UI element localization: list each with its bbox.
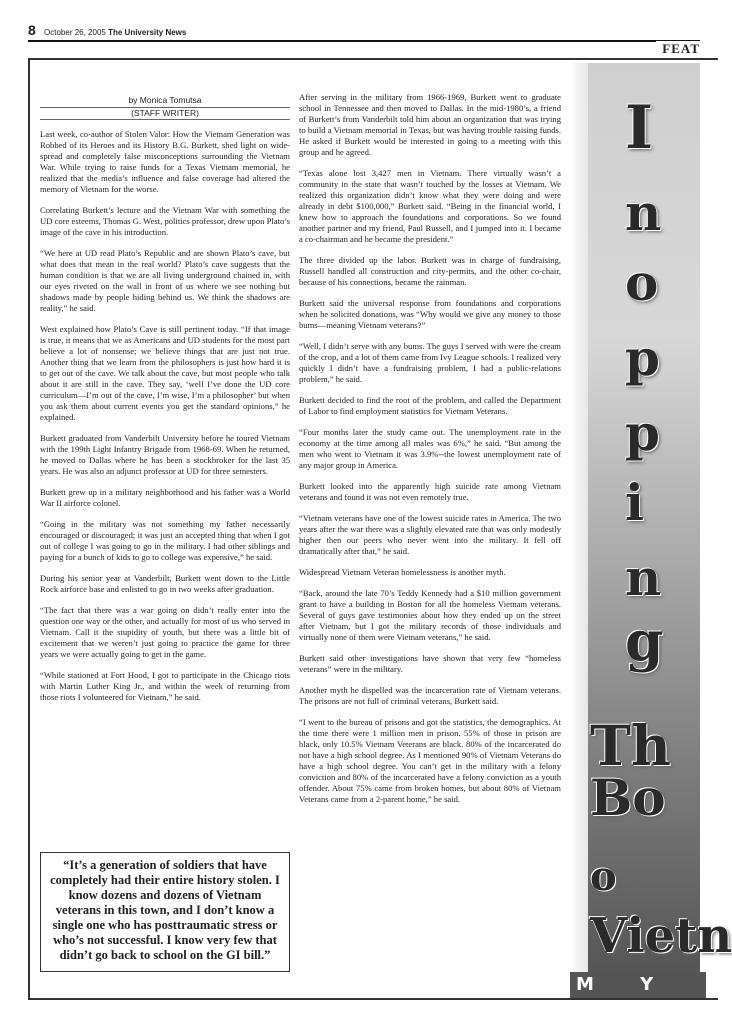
paragraph: “While stationed at Fort Hood, I got to participate in the Chicago riots with Martin Luther King Jr., and within the week of returning from those riots I volunteered for Vietnam,” he said. [40,670,290,702]
headline-letter: Bo [590,768,666,827]
photo-fade [570,63,588,973]
paragraph: “We here at UD read Plato’s Republic and are shown Plato’s cave, but what does that mean in the real world? Plato’s cave suggests that the human condition is that we are all living underground chained in, with our eyes riveted on the wall in front of us where we see nothing but shadows made by people hiding behind us. We think the shadows are reality,” he said. [40,248,290,313]
headline-letter: p [625,328,660,387]
paragraph: “Four months later the study came out. The unemployment rate in the economy at the time among all males was 6%,” he said. “But among the men who went to Vietnam it was 3.9%--the lowest unemployment rate of any major group in America. [299,427,561,470]
paragraph: Burkett looked into the apparently high suicide rate among Vietnam veterans and found it was not even remotely true. [299,481,561,502]
headline-letter: I [625,93,654,163]
paragraph: During his senior year at Vanderbilt, Burkett went down to the Little Rock airforce base and enlisted to go in two weeks after graduation. [40,573,290,594]
headline-letter: o [625,253,659,312]
issue-date: October 26, 2005 [44,28,106,37]
article-column-2 [299,92,561,815]
author: by Monica Tomutsa [128,95,202,105]
headline-letter: o [590,853,617,900]
page-number: 8 [28,22,36,38]
headline-letter: g [625,608,664,673]
article-column-1 [40,129,290,713]
paragraph: West explained how Plato’s Cave is still pertinent today. “If that image is true, it means that we as Americans and UD students for the most part believe a lot of nonsense; we believe things that are just not true. Another thing that we learn from the philosophers is just how hard it is to get out of the cave. We talk about the cave, but most people who talk about it are still in the cave. They say, ‘well I’ve done the UD core curriculum—I’m out of the cave, I’m wise, I’m a philosopher’ but when you ask them about current events you get the standard opinions,” he explained. [40,324,290,422]
paragraph: “Texas alone lost 3,427 men in Vietnam. There virtually wasn’t a community in the state that wasn’t touched by the losses at Vietnam. We realized this organization didn’t know what they were doing and were already in debt $100,000,” Burkett said. “Being in the financial world, I knew how to approach the foundations and corporations. So we found another partner and my friend, Paul Russell, and I jumped into it. I became a co-chairman and he became the president.” [299,168,561,244]
byline [40,95,290,120]
paragraph: Widespread Vietnam Veteran homelessness is another myth. [299,567,506,577]
page-header [28,22,186,38]
headline-letter: Th [590,713,671,778]
headline-letter: i [625,473,644,532]
paragraph: Burkett said other investigations have shown that very few “homeless veterans” were in the military. [299,653,561,674]
paragraph: “Well, I didn’t serve with any bums. The guys I served with were the cream of the crop, and a lot of them came from Ivy League schools. I realized very quickly I didn’t have a fundraising problem, I had a public-relations problem,” he said. [299,341,561,384]
paragraph: “The fact that there was a war going on didn’t really enter into the question one way or the other, and actually for most of us who served in Vietnam. Call it the stupidity of youth, but there was a little bit of excitement that we weren’t just going to practice the game for three years we were actually going to get in the game. [40,605,290,659]
headline-letter: p [625,403,660,462]
headline-letter: n [625,548,662,607]
header-rule [28,40,700,42]
paragraph: Burkett said the universal response from foundations and corporations when he solicited donations, was “Why would we give any money to those bums—meaning Vietnam veterans?” [299,298,561,330]
pull-quote: “It’s a generation of soldiers that have completely had their entire history stolen. I know dozens and dozens of Vietnam veterans in this town, and I don’t know a single one who has posttraumatic stress or who’s not successful. I know very few that didn’t go back to school on the GI bill.” [40,852,290,972]
paragraph: The three divided up the labor. Burkett was in charge of fundraising, Russell handled all construction and city-permits, and the other co-chair, because of his connections, became the rainman. [299,255,561,287]
headline-letter: n [625,183,662,242]
section-label: FEAT [656,41,700,57]
bottom-strip: M Y T [570,972,706,998]
feature-photo [570,63,732,973]
author-role: (STAFF WRITER) [40,107,290,120]
paragraph: After serving in the military from 1966-1969, Burkett went to graduate school in Tennessee and then moved to Dallas. In the mid-1980’s, a friend of Burkett’s from Vanderbilt told him about an organization that was trying to build a Vietnam memorial in Texas, but was having trouble raising funds. He asked if Burkett would be interested in going to a meeting with this group and he agreed. [299,92,561,157]
paragraph: Burkett decided to find the root of the problem, and called the Department of Labor to find employment statistics for Vietnam Veterans. [299,395,561,416]
paragraph: Burkett grew up in a military neighborhood and his father was a World War II airforce colonel. [40,487,290,508]
paragraph: “Vietnam veterans have one of the lowest suicide rates in America. The two years after the war there was a slightly elevated rate that was only modestly higher then our peers who never went into the military. It fell off dramatically after that,” he said. [299,513,561,556]
paragraph: Last week, co-author of Stolen Valor: How the Vietnam Generation was Robbed of its Heroes and its History B.G. Burkett, shed light on wide-spread and completely false misconceptions surrounding the Vietnam War. While trying to raise funds for a Texas Vietnam memorial, he realized that the media’s influence and false coverage had altered the memory of Vietnam for the worse. [40,129,290,194]
paragraph: Burkett graduated from Vanderbilt University before he toured Vietnam with the 199th Light Infantry Brigade from 1968-69. When he returned, he moved to Dallas where he has been a stockbroker for the last 35 years. He was also an adjunct professor at UD for three semesters. [40,433,290,476]
paragraph: “Going in the military was not something my father necessarily encouraged or discouraged; it was just an accepted thing that when I got out of college I was going to go in the military. I had other siblings and paying for a bunch of kids to go to college was expensive,” he said. [40,519,290,562]
headline-letter: Vietn [590,908,732,964]
paragraph: “Back, around the late 70’s Teddy Kennedy had a $10 million government grant to have a building in Boston for all the homeless Vietnam veterans. Several of guys gave testimonies about how they ended up on the street after Vietnam, but I got the military records of those individuals and virtually none of them were Vietnam veterans,” he said. [299,588,561,642]
paragraph: “I went to the bureau of prisons and got the statistics, the demographics. At the time there were 1 million men in prison. 55% of those in prison are black, only 10.5% Vietnam Veterans are black. 80% of the incarcerated do not have a high school degree. As I mentioned 90% of Vietnam Veterans do have a high school degree. You can’t get in the military with a felony conviction and 80% of the incarcerated have a felony conviction as a youth offender. About 75% came from broken homes, but about 80% of Vietnam Veterans came from a 2-parent home,” he said. [299,717,561,804]
paragraph: Correlating Burkett’s lecture and the Vietnam War with something the UD core esteems, Thomas G. West, politics professor, drew upon Plato’s image of the cave in his introduction. [40,205,290,237]
paper-name: The University News [108,28,187,37]
paragraph: Another myth he dispelled was the incarceration rate of Vietnam veterans. The prisons are not full of criminal veterans, Burkett said. [299,685,561,706]
